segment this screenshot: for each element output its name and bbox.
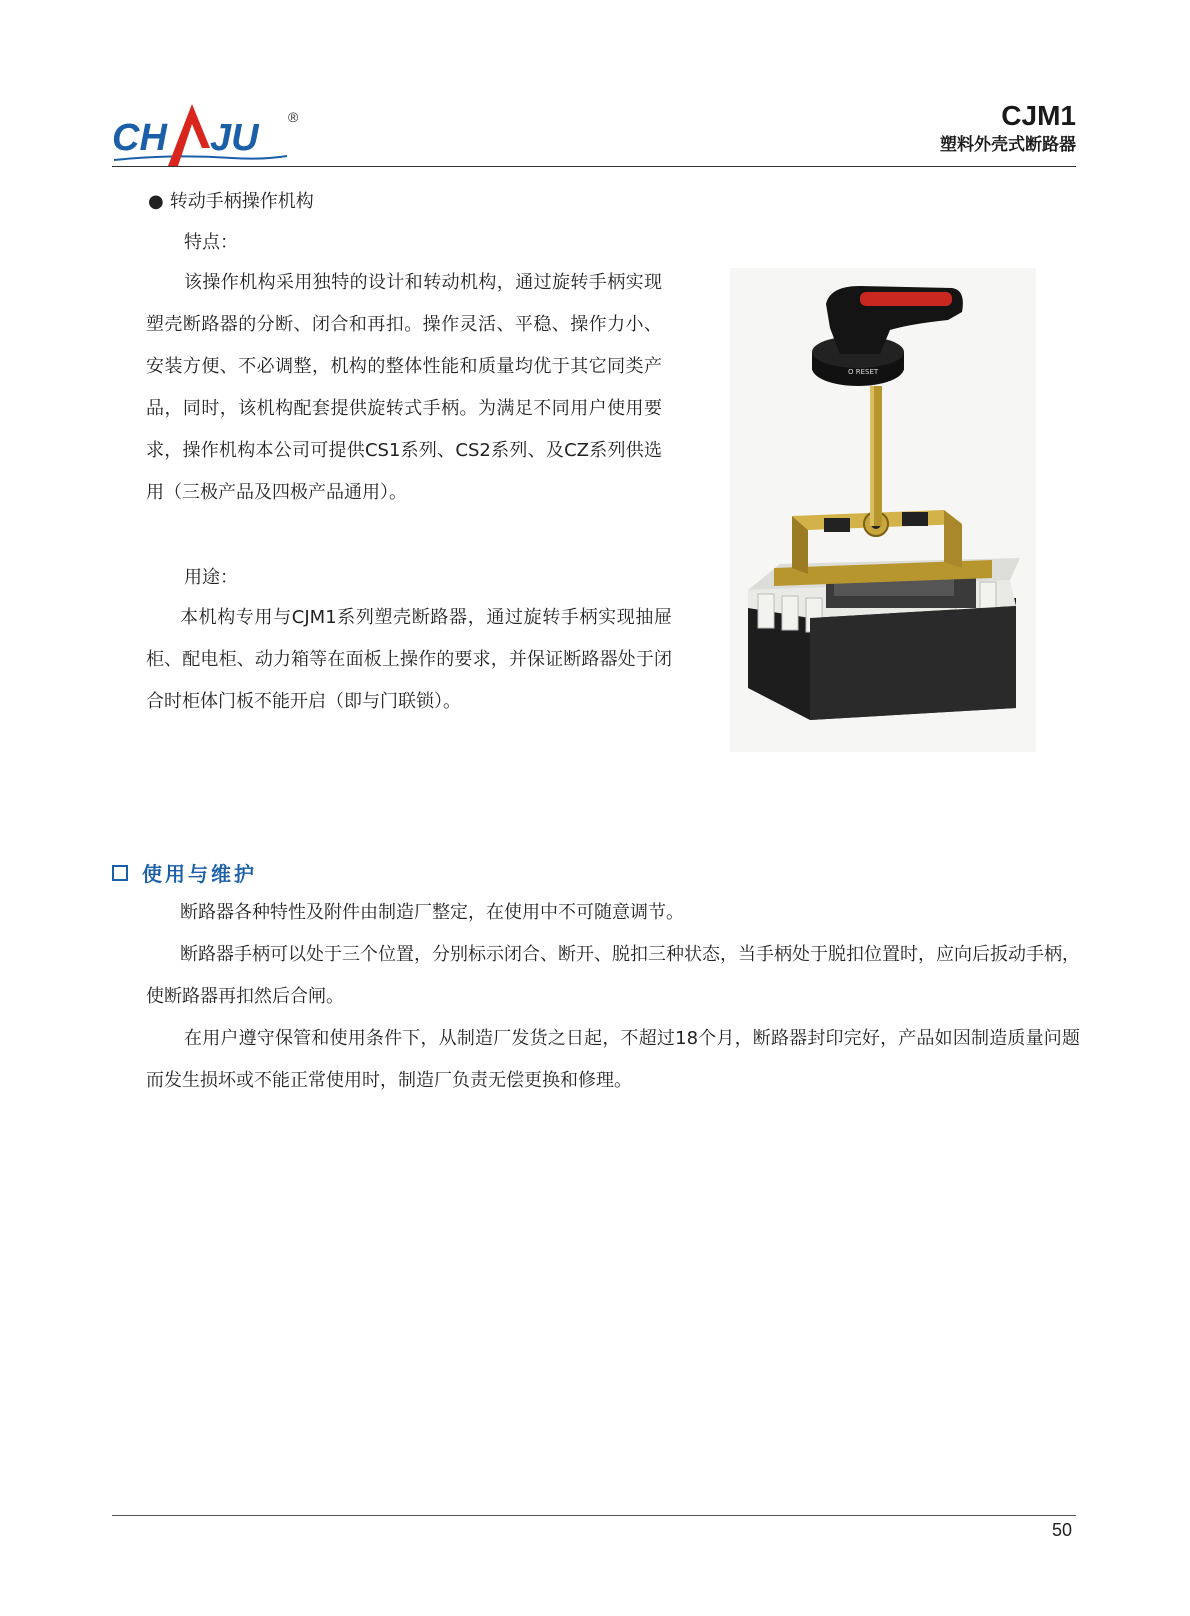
svg-text:CH: CH	[112, 117, 167, 159]
features-paragraph: 该操作机构采用独特的设计和转动机构，通过旋转手柄实现塑壳断路器的分断、闭合和再扣。操作灵活、平稳、操作力小、安装方便、不必调整，机构的整体性能和质量均优于其它同类产品，同时，该机构配套提供旋转式手柄。为满足不同用户使用要求，操作机构本公司可提供CS1系列、CS2系列、及CZ系列供选用（三极产品及四极产品通用）。	[146, 272, 662, 503]
registered-mark: ®	[288, 109, 299, 125]
maintenance-paragraph: 在用户遵守保管和使用条件下，从制造厂发货之日起，不超过18个月，断路器封印完好，产品如因制造质量问题而发生损坏或不能正常使用时，制造厂负责无偿更换和修理。	[146, 1028, 1080, 1091]
product-name: 塑料外壳式断路器	[940, 135, 1076, 155]
dial-label: O RESET	[848, 368, 879, 376]
model-header	[940, 100, 1076, 156]
usage-paragraph: 本机构专用与CJM1系列塑壳断路器，通过旋转手柄实现抽屉柜、配电柜、动力箱等在面板上操作的要求，并保证断路器处于闭合时柜体门板不能开启（即与门联锁）。	[146, 607, 672, 712]
features-label: 特点：	[184, 232, 238, 253]
svg-text:JU: JU	[210, 117, 259, 159]
product-photo	[730, 268, 1036, 752]
maintenance-title: 使用与维护	[142, 862, 257, 886]
bullet-icon: ●	[148, 191, 164, 212]
maintenance-paragraph: 断路器手柄可以处于三个位置，分别标示闭合、断开、脱扣三种状态，当手柄处于脱扣位置时，应向后扳动手柄，使断路器再扣然后合闸。	[146, 944, 1080, 1007]
brand-logo	[112, 96, 312, 172]
footer-divider	[112, 1515, 1076, 1516]
checkbox-square-icon	[112, 865, 128, 881]
maintenance-heading	[112, 858, 257, 887]
mechanism-heading	[148, 188, 314, 216]
chaju-logo-graphic	[112, 96, 312, 172]
model-code: CJM1	[1001, 100, 1076, 131]
header-divider	[112, 166, 1076, 167]
page-number: 50	[1051, 1520, 1072, 1540]
usage-label: 用途：	[184, 567, 238, 588]
rotary-handle-mechanism-illustration	[730, 268, 1036, 752]
maintenance-paragraph: 断路器各种特性及附件由制造厂整定，在使用中不可随意调节。	[180, 902, 684, 923]
mechanism-title: 转动手柄操作机构	[169, 191, 314, 212]
